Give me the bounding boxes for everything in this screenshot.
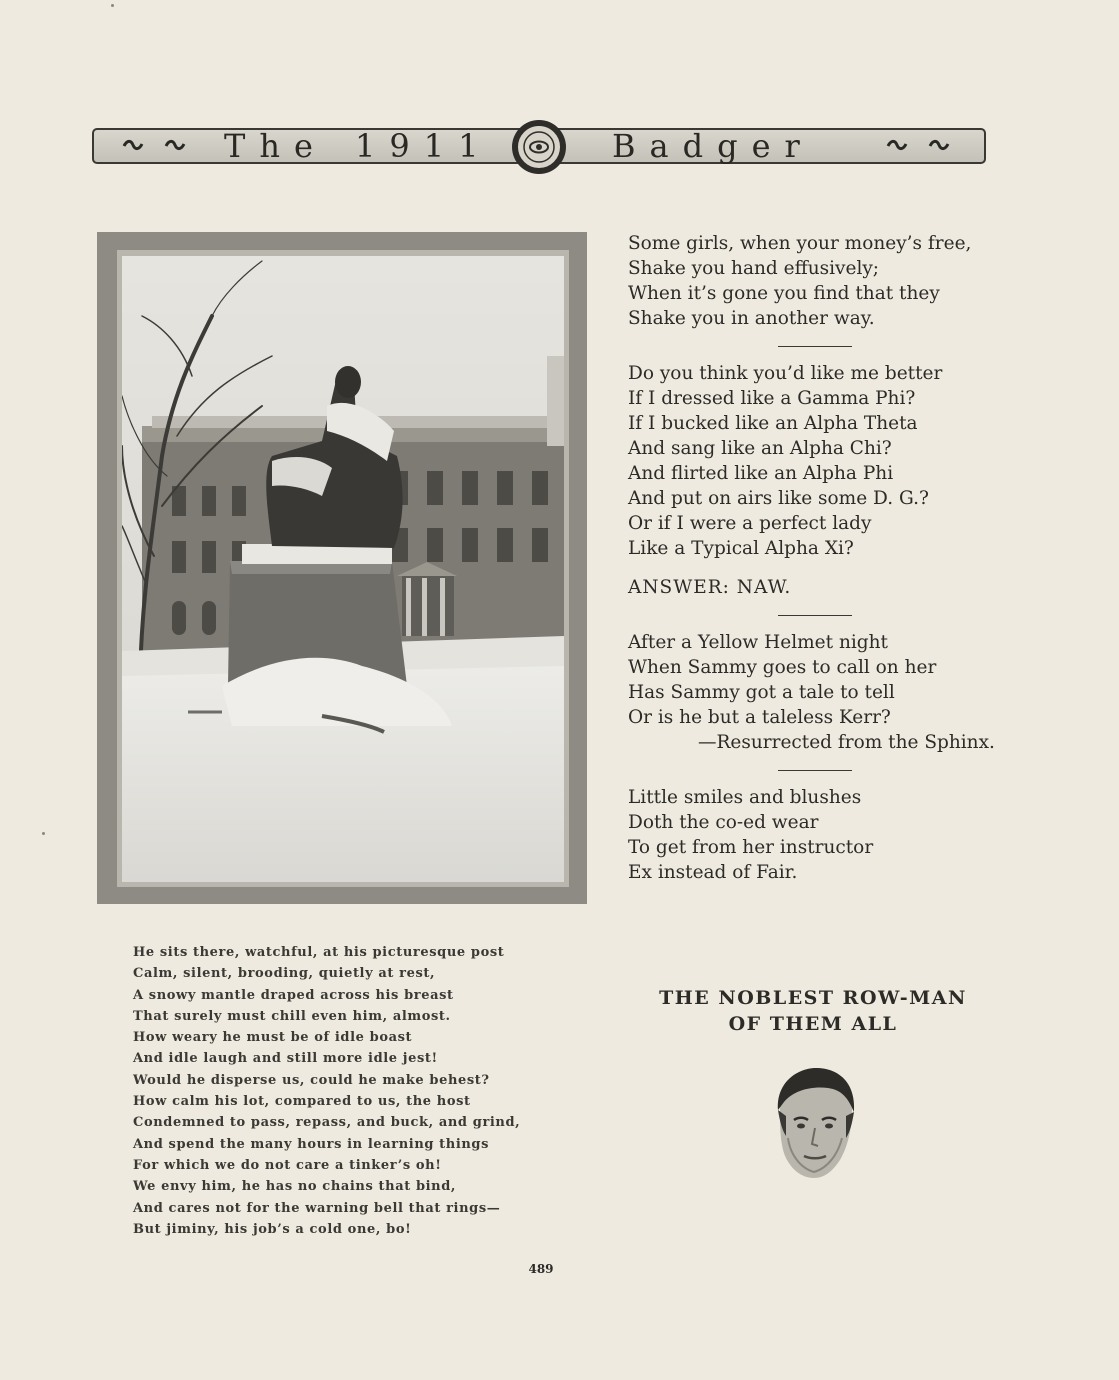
- caption-line-1: THE NOBLEST ROW-MAN: [659, 987, 967, 1009]
- poem-line: Some girls, when your money’s free,: [628, 233, 972, 254]
- poem-line: To get from her instructor: [628, 837, 874, 858]
- poem-line: And put on airs like some D. G.?: [628, 488, 929, 509]
- poem-line: If I dressed like a Gamma Phi?: [628, 388, 916, 409]
- poem-line: If I bucked like an Alpha Theta: [628, 413, 918, 434]
- poem-stanza-2: [628, 361, 1048, 561]
- poem-line: Shake you hand effusively;: [628, 258, 880, 279]
- poem-line: And flirted like an Alpha Phi: [628, 463, 894, 484]
- poem-line: We envy him, he has no chains that bind,: [133, 1179, 457, 1195]
- portrait-photo: [772, 1068, 856, 1180]
- statue-poem: [133, 942, 573, 1240]
- poem-line: Has Sammy got a tale to tell: [628, 682, 895, 703]
- poem-line: Or if I were a perfect lady: [628, 513, 872, 534]
- paper-speck: [111, 4, 114, 7]
- poem-line: Shake you in another way.: [628, 308, 875, 329]
- poem-line: A snowy mantle draped across his breast: [133, 987, 454, 1003]
- swirl-ornament-icon: [164, 138, 186, 152]
- poem-line: Ex instead of Fair.: [628, 862, 798, 883]
- divider-rule: [778, 346, 852, 347]
- poem-line: Or is he but a taleless Kerr?: [628, 707, 891, 728]
- poem-line: Condemned to pass, repass, and buck, and grind,: [133, 1115, 521, 1131]
- swirl-ornament-icon: [886, 138, 908, 152]
- poem-line: And sang like an Alpha Chi?: [628, 438, 892, 459]
- poem-stanza-3: [628, 630, 1048, 755]
- poem-line: Like a Typical Alpha Xi?: [628, 538, 854, 559]
- poem-line: When Sammy goes to call on her: [628, 657, 937, 678]
- caption-line-2: OF THEM ALL: [728, 1013, 898, 1035]
- answer-line: ANSWER: NAW.: [628, 577, 792, 598]
- poem-line: And spend the many hours in learning things: [133, 1136, 490, 1152]
- page-number: 489: [528, 1262, 554, 1276]
- poem-line: How weary he must be of idle boast: [133, 1030, 413, 1046]
- poem-line: Would he disperse us, could he make behest?: [133, 1072, 490, 1088]
- divider-rule: [778, 615, 852, 616]
- poem-line: When it’s gone you find that they: [628, 283, 940, 304]
- poem-stanza-1: [628, 231, 1048, 331]
- paper-speck: [42, 832, 45, 835]
- poem-line: Little smiles and blushes: [628, 787, 862, 808]
- poem-stanza-4: [628, 785, 1048, 885]
- poem-line: He sits there, watchful, at his picturesque post: [133, 945, 505, 960]
- portrait-caption: [620, 985, 1006, 1037]
- poem-line: And idle laugh and still more idle jest!: [133, 1051, 438, 1067]
- swirl-ornament-icon: [928, 138, 950, 152]
- poem-line: Calm, silent, brooding, quietly at rest,: [133, 966, 436, 982]
- poems-column: [628, 231, 1048, 885]
- snow-statue-photo: [122, 256, 564, 882]
- poem-line: After a Yellow Helmet night: [628, 632, 888, 653]
- header-word-the: The: [224, 127, 327, 165]
- university-seal-icon: [510, 118, 568, 176]
- poem-line: That surely must chill even him, almost.: [133, 1008, 451, 1024]
- header-word-title: Badger: [612, 127, 814, 165]
- swirl-ornament-icon: [122, 138, 144, 152]
- poem-line: Doth the co-ed wear: [628, 812, 819, 833]
- poem-line: For which we do not care a tinker’s oh!: [133, 1157, 442, 1173]
- divider-rule: [778, 770, 852, 771]
- poem-attribution: —Resurrected from the Sphinx.: [698, 732, 995, 753]
- poem-line: How calm his lot, compared to us, the host: [133, 1094, 471, 1110]
- poem-line: Do you think you’d like me better: [628, 363, 943, 384]
- poem-line: And cares not for the warning bell that rings—: [133, 1200, 501, 1216]
- header-word-year: 1911: [355, 127, 493, 165]
- poem-line: But jiminy, his job’s a cold one, bo!: [133, 1221, 412, 1237]
